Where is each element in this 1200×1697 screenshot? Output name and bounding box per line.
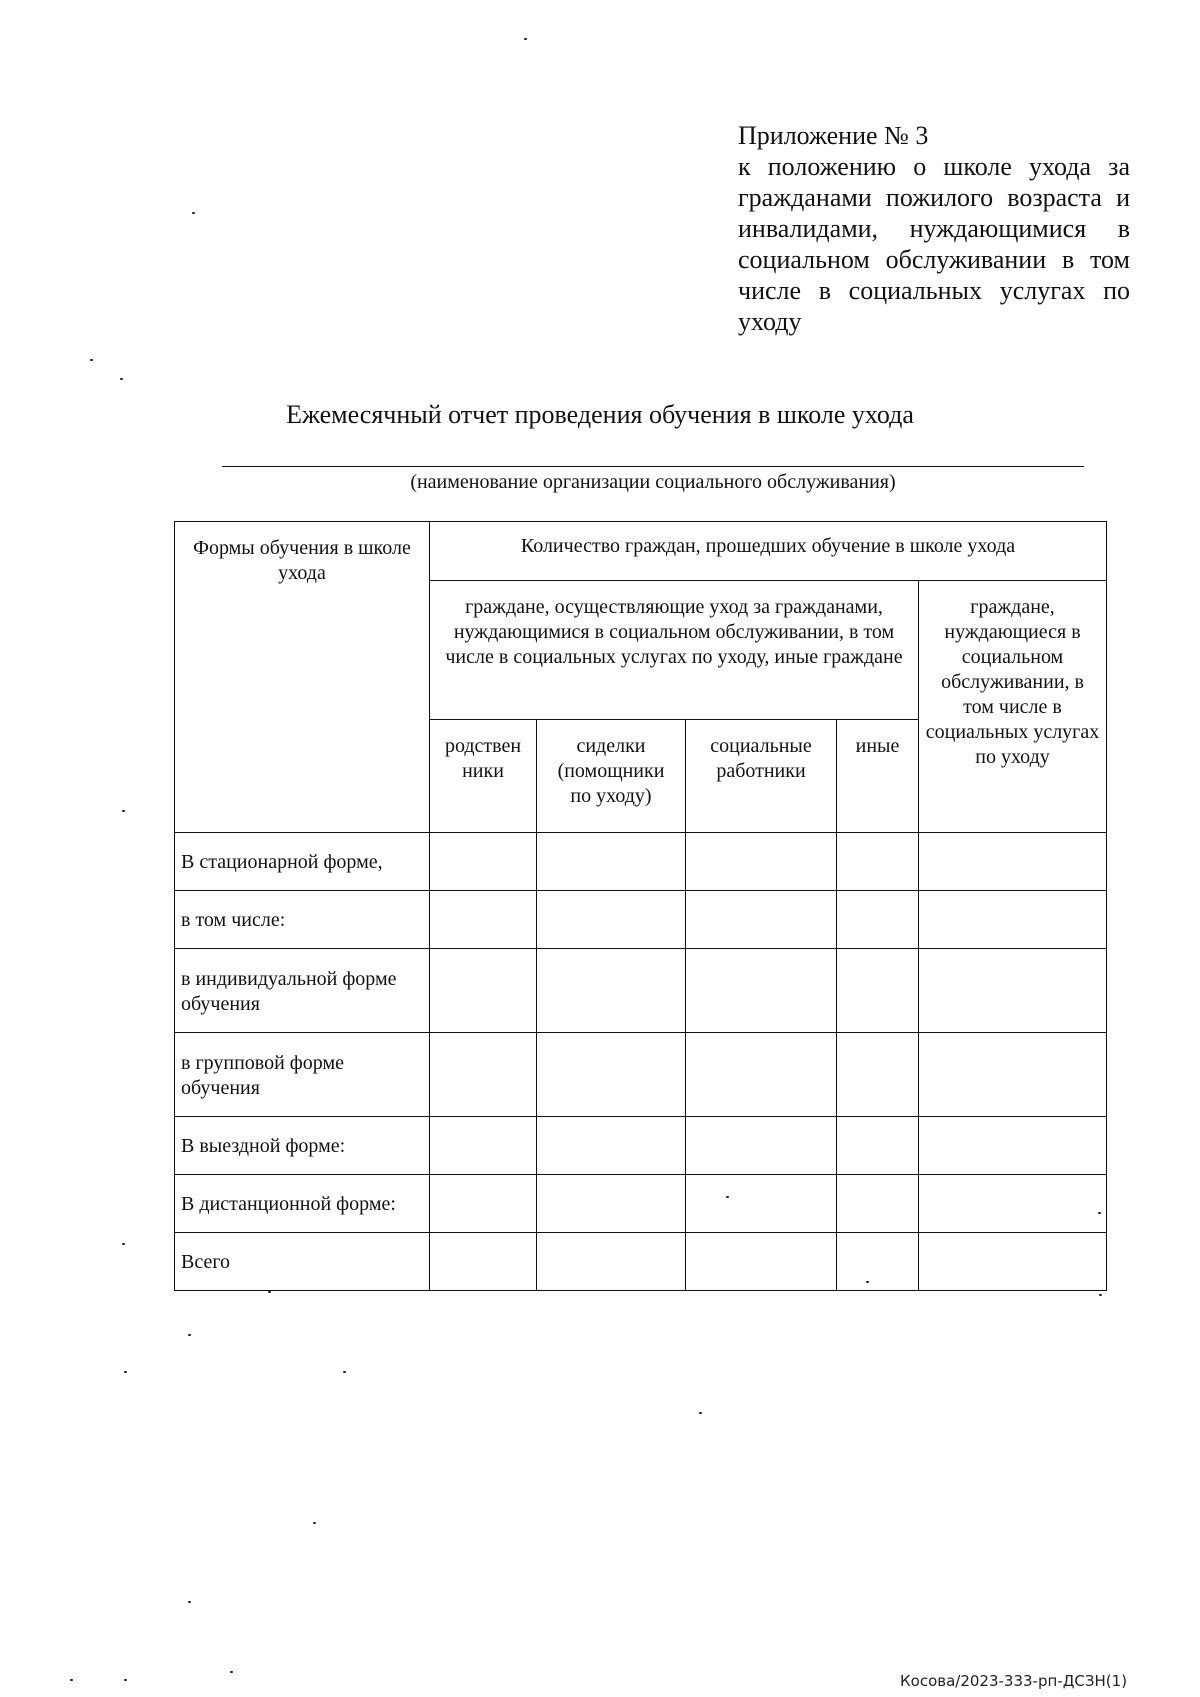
report-table bbox=[174, 521, 1107, 1291]
scan-speck bbox=[122, 810, 125, 812]
appendix-text: к положению о школе ухода за гражданами пожилого возраста и инвалидами, нуждающимися в социальном обслуживании в том числе в социальных услугах по уходу bbox=[738, 152, 1130, 336]
table-row bbox=[175, 949, 1107, 1033]
table-cell[interactable] bbox=[686, 1175, 837, 1233]
table-cell[interactable] bbox=[537, 1117, 686, 1175]
table-cell[interactable] bbox=[537, 1233, 686, 1291]
table-cell[interactable] bbox=[537, 833, 686, 891]
table-cell[interactable] bbox=[537, 891, 686, 949]
table-cell[interactable] bbox=[837, 949, 919, 1033]
table-cell[interactable] bbox=[430, 1233, 537, 1291]
row-label: В стационарной форме, bbox=[175, 833, 430, 891]
header-forms: Формы обучения в школе ухода bbox=[175, 522, 430, 833]
table-row bbox=[175, 1117, 1107, 1175]
scan-speck bbox=[726, 1196, 729, 1198]
appendix-number: Приложение № 3 bbox=[738, 121, 929, 150]
scan-speck bbox=[188, 1334, 191, 1336]
table-cell[interactable] bbox=[919, 833, 1107, 891]
scan-speck bbox=[343, 1371, 346, 1373]
organization-caption: (наименование организации социального обслуживания) bbox=[410, 471, 896, 493]
table-cell[interactable] bbox=[919, 1175, 1107, 1233]
table-cell[interactable] bbox=[919, 949, 1107, 1033]
table-cell[interactable] bbox=[430, 1033, 537, 1117]
scan-speck bbox=[699, 1412, 702, 1414]
table-cell[interactable] bbox=[837, 1033, 919, 1117]
header-other: иные bbox=[837, 720, 919, 833]
header-relatives: родствен ники bbox=[430, 720, 537, 833]
table-cell[interactable] bbox=[919, 1117, 1107, 1175]
scan-speck bbox=[124, 1371, 127, 1373]
scan-speck bbox=[120, 378, 123, 380]
row-label: в том числе: bbox=[175, 891, 430, 949]
table-cell[interactable] bbox=[837, 891, 919, 949]
table-row bbox=[175, 1175, 1107, 1233]
table-cell[interactable] bbox=[430, 1175, 537, 1233]
table-row bbox=[175, 833, 1107, 891]
row-label: в групповой форме обучения bbox=[175, 1033, 430, 1117]
scan-speck bbox=[188, 1601, 191, 1603]
row-label: Всего bbox=[175, 1233, 430, 1291]
document-footer: Косова/2023-333-рп-ДСЗН(1) bbox=[900, 1672, 1128, 1690]
header-social-workers: социальные работники bbox=[686, 720, 837, 833]
table-cell[interactable] bbox=[686, 949, 837, 1033]
row-label: В выездной форме: bbox=[175, 1117, 430, 1175]
header-caregivers: граждане, осуществляющие уход за гражданами, нуждающимися в социальном обслуживании, в том числе в социальных услугах по уходу, иные граждане bbox=[430, 581, 919, 720]
header-needing: граждане, нуждающиеся в социальном обслуживании, в том числе в социальных услугах по уходу bbox=[919, 581, 1107, 833]
table-cell[interactable] bbox=[919, 1033, 1107, 1117]
appendix-block bbox=[738, 120, 1130, 337]
table-cell[interactable] bbox=[919, 891, 1107, 949]
scan-speck bbox=[90, 359, 93, 361]
table-cell[interactable] bbox=[919, 1233, 1107, 1291]
scan-speck bbox=[1098, 1212, 1101, 1214]
table-cell[interactable] bbox=[686, 1033, 837, 1117]
table-cell[interactable] bbox=[837, 1233, 919, 1291]
scan-speck bbox=[1099, 1294, 1102, 1296]
table-cell[interactable] bbox=[537, 1033, 686, 1117]
table-cell[interactable] bbox=[837, 1117, 919, 1175]
organization-name-line bbox=[222, 466, 1084, 467]
table-cell[interactable] bbox=[686, 833, 837, 891]
table-cell[interactable] bbox=[837, 1175, 919, 1233]
table-cell[interactable] bbox=[686, 1117, 837, 1175]
scan-speck bbox=[124, 1679, 127, 1681]
table-cell[interactable] bbox=[537, 949, 686, 1033]
header-count: Количество граждан, прошедших обучение в школе ухода bbox=[430, 522, 1107, 581]
scan-speck bbox=[70, 1679, 73, 1681]
scan-speck bbox=[268, 1291, 271, 1293]
scan-speck bbox=[122, 1243, 125, 1245]
table-cell[interactable] bbox=[537, 1175, 686, 1233]
row-label: В дистанционной форме: bbox=[175, 1175, 430, 1233]
report-title: Ежемесячный отчет проведения обучения в школе ухода bbox=[286, 400, 914, 429]
scan-speck bbox=[313, 1522, 316, 1524]
table-row bbox=[175, 1233, 1107, 1291]
table-row bbox=[175, 1033, 1107, 1117]
scan-speck bbox=[524, 38, 527, 40]
table-cell[interactable] bbox=[686, 891, 837, 949]
table-row bbox=[175, 891, 1107, 949]
table-cell[interactable] bbox=[430, 949, 537, 1033]
header-nurses: сиделки (помощники по уходу) bbox=[537, 720, 686, 833]
table-cell[interactable] bbox=[430, 833, 537, 891]
row-label: в индивидуальной форме обучения bbox=[175, 949, 430, 1033]
table-cell[interactable] bbox=[430, 1117, 537, 1175]
table-cell[interactable] bbox=[837, 833, 919, 891]
scan-speck bbox=[192, 212, 195, 214]
scan-speck bbox=[230, 1671, 233, 1673]
table-cell[interactable] bbox=[686, 1233, 837, 1291]
table-cell[interactable] bbox=[430, 891, 537, 949]
scan-speck bbox=[866, 1281, 869, 1283]
